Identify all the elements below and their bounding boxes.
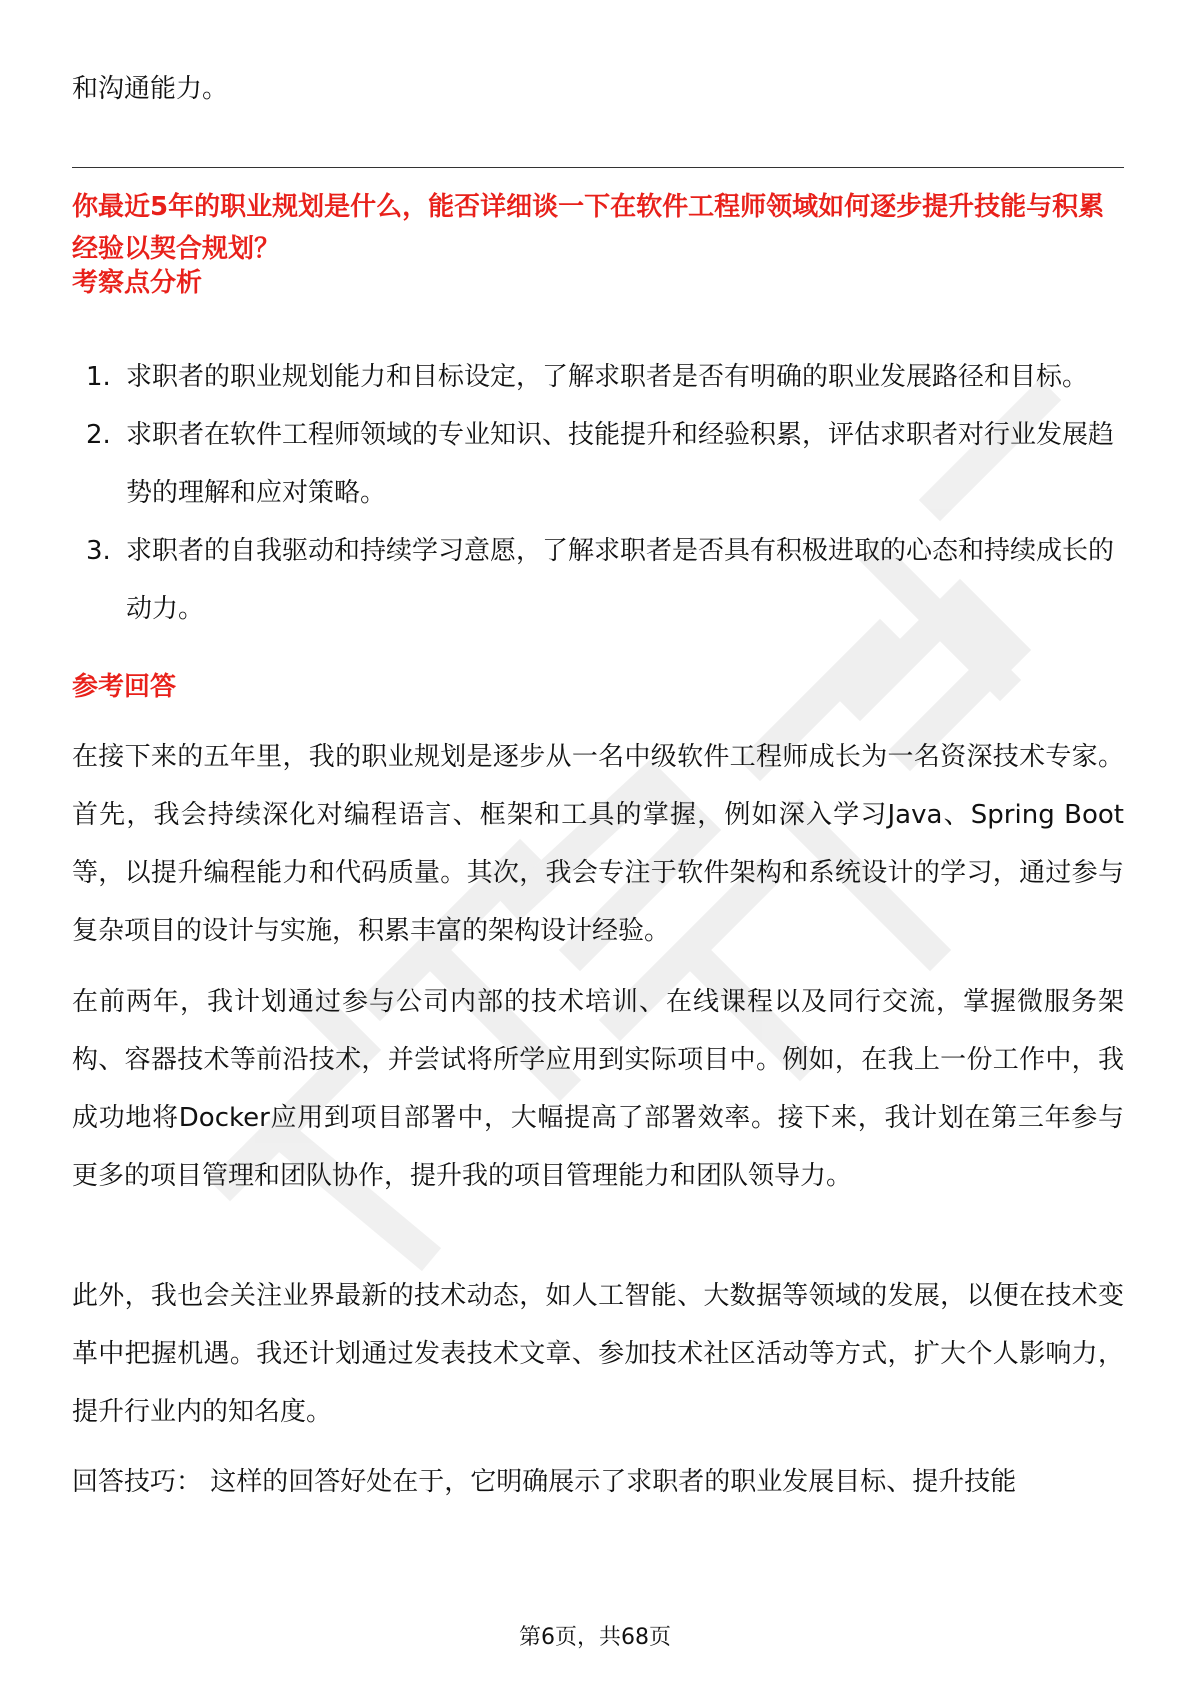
list-item-number: 2.: [86, 420, 111, 450]
list-item-text: 求职者在软件工程师领域的专业知识、技能提升和经验积累，评估求职者对行业发展趋势的理解和应对策略。: [126, 420, 1115, 508]
section-divider: [72, 167, 1124, 168]
answer-paragraph-text: 此外，我也会关注业界最新的技术动态，如人工智能、大数据等领域的发展，以便在技术变革中把握机遇。我还计划通过发表技术文章、参加技术社区活动等方式，扩大个人影响力，提升行业内的知名度。: [72, 1281, 1124, 1427]
page-footer: 第6页，共68页: [519, 1625, 671, 1650]
analysis-list: [72, 348, 1124, 638]
answer-paragraph: [72, 973, 1124, 1205]
answer-paragraph-text: 在接下来的五年里，我的职业规划是逐步从一名中级软件工程师成长为一名资深技术专家。首先，我会持续深化对编程语言、框架和工具的掌握，例如深入学习Java、Spring Boot等，以提升编程能力和代码质量。其次，我会专注于软件架构和系统设计的学习，通过参与复杂项目的设计与实施，积累丰富的架构设计经验。: [72, 742, 1124, 946]
analysis-heading: 考察点分析: [72, 268, 203, 298]
answer-tip: [72, 1453, 1124, 1511]
answer-paragraph: [72, 1267, 1124, 1441]
list-item-number: 1.: [86, 362, 111, 392]
answer-tip-text: 回答技巧： 这样的回答好处在于，它明确展示了求职者的职业发展目标、提升技能: [72, 1467, 1017, 1497]
list-item: [72, 406, 1124, 522]
question-heading: 你最近5年的职业规划是什么，能否详细谈一下在软件工程师领域如何逐步提升技能与积累经验以契合规划？: [72, 192, 1105, 264]
answer-heading: 参考回答: [72, 672, 177, 702]
answer-paragraph: [72, 728, 1124, 960]
list-item: [72, 348, 1124, 406]
intro-text: 和沟通能力。: [72, 74, 229, 104]
list-item-text: 求职者的职业规划能力和目标设定，了解求职者是否有明确的职业发展路径和目标。: [126, 362, 1089, 392]
list-item-number: 3.: [86, 536, 111, 566]
list-item-text: 求职者的自我驱动和持续学习意愿，了解求职者是否具有积极进取的心态和持续成长的动力。: [126, 536, 1115, 624]
list-item: [72, 522, 1124, 638]
answer-paragraph-text: 在前两年，我计划通过参与公司内部的技术培训、在线课程以及同行交流，掌握微服务架构、容器技术等前沿技术，并尝试将所学应用到实际项目中。例如，在我上一份工作中，我成功地将Docker应用到项目部署中，大幅提高了部署效率。接下来，我计划在第三年参与更多的项目管理和团队协作，提升我的项目管理能力和团队领导力。: [72, 987, 1124, 1191]
